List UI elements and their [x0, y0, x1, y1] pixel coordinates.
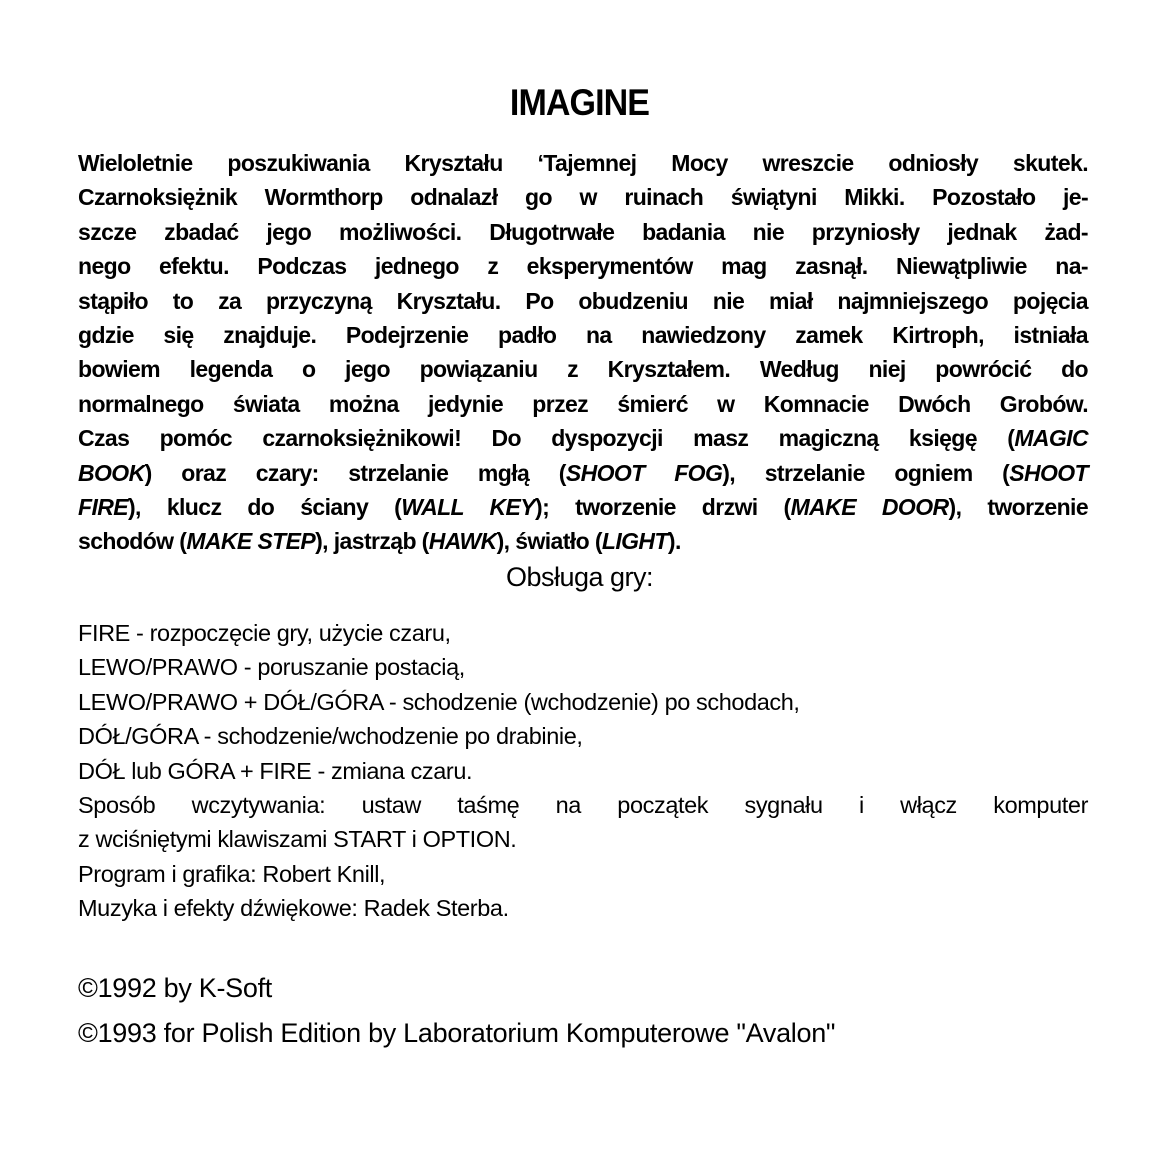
story-line	[78, 318, 1088, 352]
control-line: DÓŁ lub GÓRA + FIRE - zmiana czaru.	[78, 757, 473, 784]
credit-line: Muzyka i efekty dźwiękowe: Radek Sterba.	[78, 895, 509, 922]
story-text: Czarnoksiężnik Wormthorp odnalazł go w ruinach świątyni Mikki. Pozostało je-	[78, 184, 1088, 211]
document-title: IMAGINE	[509, 82, 650, 123]
story-text: gdzie się znajduje. Podejrzenie padło na nawiedzony zamek Kirtroph, istniała	[78, 321, 1088, 348]
story-text: ).	[667, 528, 681, 555]
story-text: stąpiło to za przyczyną Kryształu. Po obudzeniu nie miał najmniejszego pojęcia	[78, 287, 1088, 314]
spell-name: MAGIC	[1014, 425, 1088, 452]
story-text: ), klucz do ściany (	[128, 493, 402, 520]
story-text: nego efektu. Podczas jednego z eksperymentów mag zasnął. Niewątpliwie na-	[78, 253, 1088, 280]
story-paragraph	[78, 146, 1088, 559]
story-line	[78, 421, 1088, 455]
control-line: FIRE - rozpoczęcie gry, użycie czaru,	[78, 620, 451, 646]
spell-name: MAKE DOOR	[790, 493, 949, 520]
story-line	[78, 180, 1088, 214]
copyright-section	[78, 966, 835, 1056]
story-text: bowiem legenda o jego powiązaniu z Kryształem. Według niej powrócić do	[78, 356, 1088, 383]
copyright-line: ©1992 by K-Soft	[78, 973, 273, 1003]
story-text: ), jastrząb (	[315, 528, 429, 555]
controls-section	[78, 616, 1088, 926]
spell-name: BOOK	[78, 459, 145, 486]
story-text: ); tworzenie drzwi (	[535, 493, 791, 520]
spell-name: HAWK	[428, 528, 497, 555]
spell-name: LIGHT	[601, 528, 668, 555]
spell-name: FIRE	[78, 493, 128, 520]
story-line	[78, 387, 1088, 421]
spell-name: MAKE STEP	[186, 528, 316, 555]
story-line	[78, 146, 1088, 180]
spell-name: SHOOT	[1009, 459, 1088, 486]
control-line: DÓŁ/GÓRA - schodzenie/wchodzenie po drabinie,	[78, 723, 583, 750]
credit-line: Program i grafika: Robert Knill,	[78, 860, 386, 887]
story-text: szcze zbadać jego możliwości. Długotrwałe badania nie przyniosły jednak żad-	[78, 218, 1088, 245]
spell-name: SHOOT FOG	[565, 459, 723, 486]
story-text: ), światło (	[496, 528, 602, 555]
loading-instructions-line: Sposób wczytywania: ustaw taśmę na początek sygnału i włącz komputer	[78, 791, 1088, 818]
control-line: LEWO/PRAWO - poruszanie postacią,	[78, 654, 465, 681]
story-text: schodów (	[78, 528, 187, 555]
copyright-line: ©1993 for Polish Edition by Laboratorium Komputerowe "Avalon"	[78, 1018, 836, 1048]
spell-name: WALL KEY	[401, 493, 536, 520]
story-line	[78, 456, 1088, 490]
story-text: ) oraz czary: strzelanie mgłą (	[144, 459, 566, 486]
story-line	[78, 284, 1088, 318]
story-text: Wieloletnie poszukiwania Kryształu ‘Tajemnej Mocy wreszcie odniosły skutek.	[78, 150, 1088, 176]
story-text: Czas pomóc czarnoksiężnikowi! Do dyspozycji masz magiczną księgę (	[78, 425, 1015, 452]
story-line	[78, 524, 1088, 558]
story-line	[78, 249, 1088, 283]
story-line	[78, 490, 1088, 524]
story-text: ), tworzenie	[948, 493, 1089, 520]
control-line: LEWO/PRAWO + DÓŁ/GÓRA - schodzenie (wchodzenie) po schodach,	[78, 688, 800, 715]
story-text: ), strzelanie ogniem (	[722, 459, 1010, 486]
story-line	[78, 215, 1088, 249]
story-text: normalnego świata można jedynie przez śmierć w Komnacie Dwóch Grobów.	[78, 390, 1088, 417]
controls-heading: Obsługa gry:	[505, 562, 654, 592]
story-line	[78, 352, 1088, 386]
loading-instructions-line: z wciśniętymi klawiszami START i OPTION.	[78, 826, 517, 853]
